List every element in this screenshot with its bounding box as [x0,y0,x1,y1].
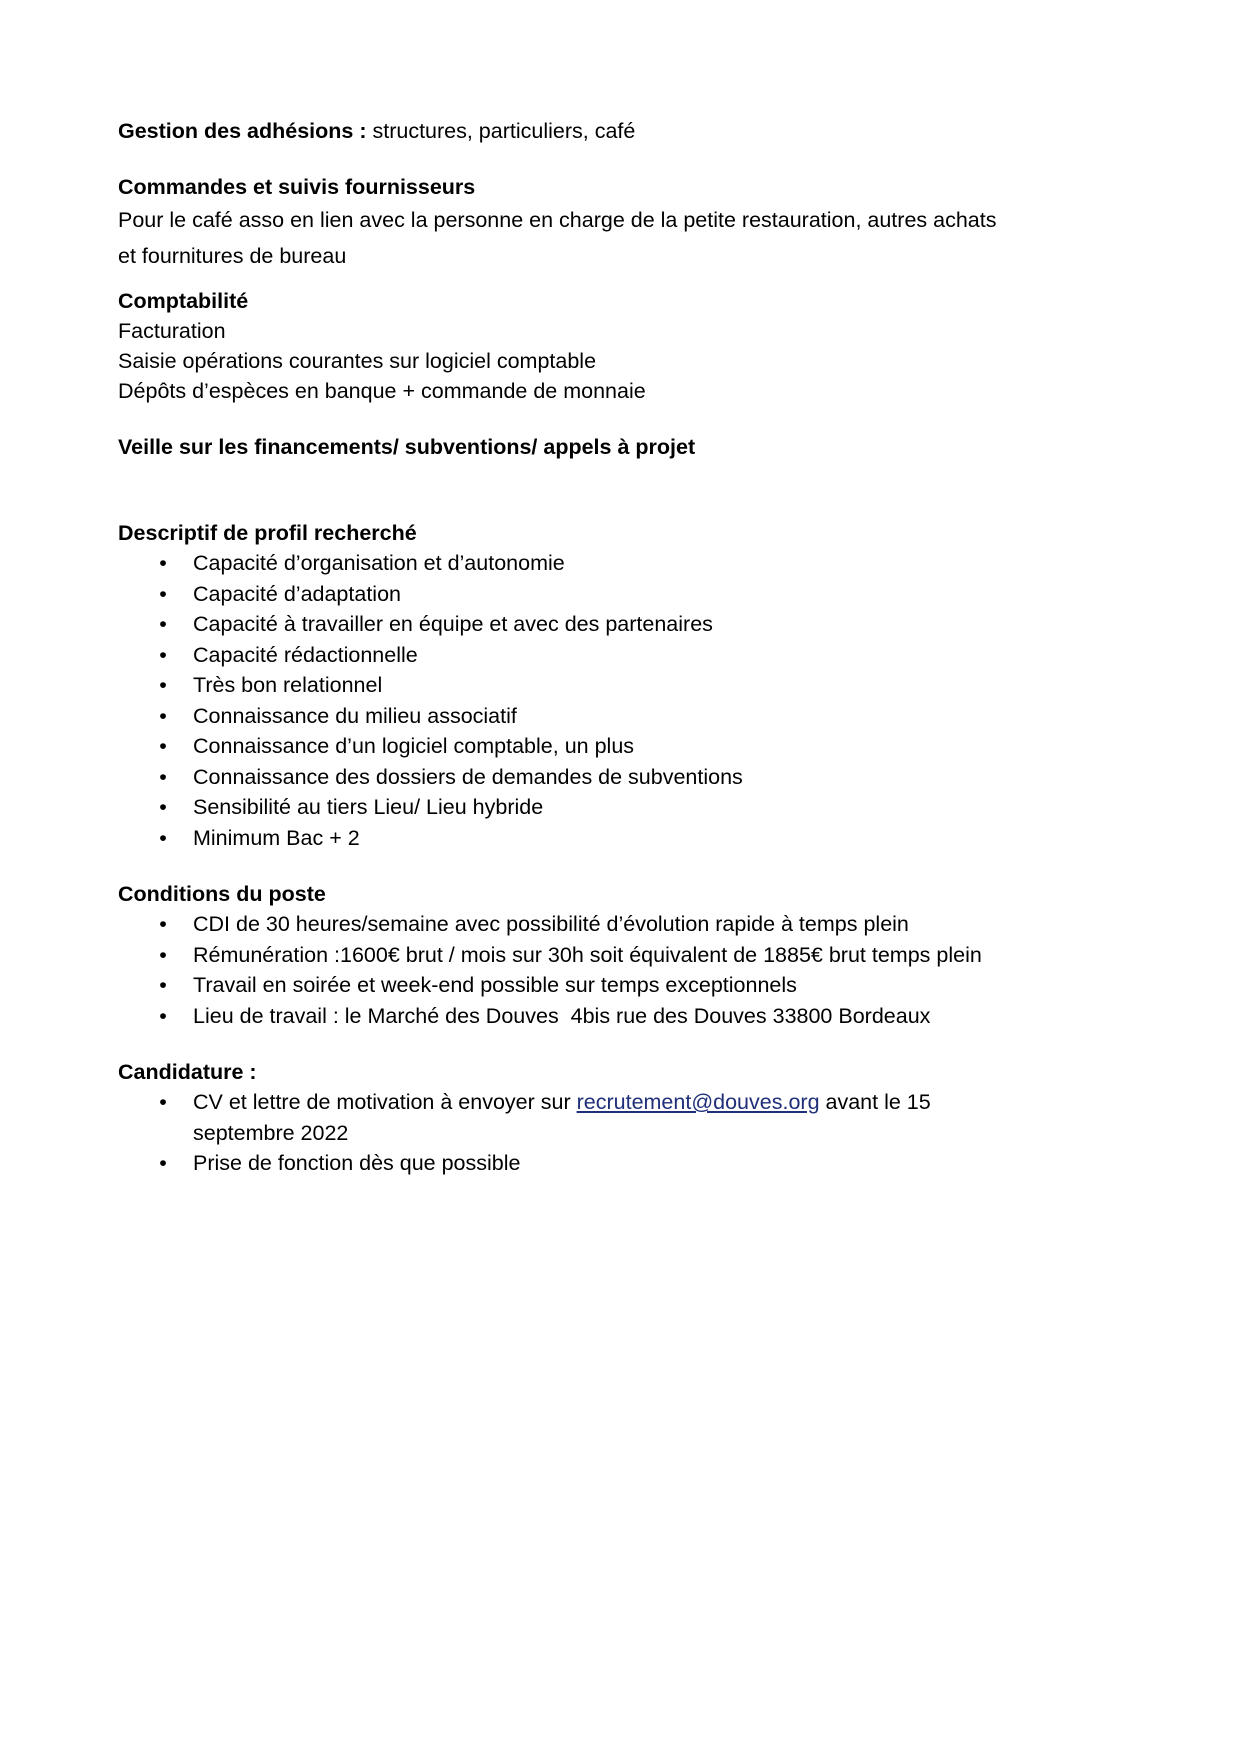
candidature-heading [118,1057,1118,1087]
list-item-text: CV et lettre de motivation à envoyer sur [193,1090,577,1114]
adhesions-line [118,116,1118,146]
commandes-text: Pour le café asso en lien avec la personne en charge de la petite restauration, autres achats et fournitures de bureau [118,208,997,268]
list-item [118,1087,1033,1148]
email-link[interactable]: recrutement@douves.org [576,1090,820,1114]
profil-heading-text: Descriptif de profil recherché [118,521,417,545]
bullet-icon: • [159,1090,167,1114]
profil-heading [118,518,1118,548]
list-item-text: Minimum Bac + 2 [193,825,360,850]
list-item-text: CDI de 30 heures/semaine avec possibilité d’évolution rapide à temps plein [193,912,909,936]
bullet-icon: • [159,825,167,850]
comptabilite-line: Dépôts d’espèces en banque + commande de monnaie [118,379,646,403]
adhesions-text: structures, particuliers, café [366,119,636,143]
list-item [118,548,1118,579]
list-item [118,701,1118,732]
veille-heading [118,432,1118,462]
bullet-icon: • [159,734,167,758]
list-item-text: Très bon relationnel [193,673,383,697]
list-item-text: Capacité d’organisation et d’autonomie [193,551,565,575]
list-item [118,731,1118,762]
list-item [118,640,1118,671]
list-item-text: Connaissance des dossiers de demandes de subventions [193,764,743,789]
list-item-text: Prise de fonction dès que possible [193,1151,521,1175]
comptabilite-line: Facturation [118,319,226,343]
list-item-text: avant le 15 septembre 2022 [193,1090,931,1145]
document-page [118,116,1118,1179]
list-item-text: Rémunération :1600€ brut / mois sur 30h soit équivalent de 1885€ brut temps plein [193,942,982,967]
comptabilite-section [118,286,1118,406]
list-item-text: Travail en soirée et week-end possible sur temps exceptionnels [193,973,797,997]
adhesions-heading: Gestion des adhésions : [118,119,367,143]
list-item [118,609,1118,640]
bullet-icon: • [159,795,167,819]
list-item-text: Lieu de travail : le Marché des Douves 4bis rue des Douves 33800 Bordeaux [193,1003,931,1028]
comptabilite-line: Saisie opérations courantes sur logiciel comptable [118,349,597,373]
profil-section [118,518,1118,853]
profil-list [118,548,1118,853]
list-item [118,1001,1118,1032]
bullet-icon: • [159,942,167,967]
list-item [118,909,1118,940]
list-item [118,670,1118,701]
bullet-icon: • [159,1003,167,1028]
bullet-icon: • [159,551,167,575]
list-item [118,1148,1118,1179]
conditions-heading-text: Conditions du poste [118,882,326,906]
bullet-icon: • [159,764,167,789]
list-item-text: Capacité rédactionnelle [193,642,418,667]
bullet-icon: • [159,673,167,697]
comptabilite-heading-text: Comptabilité [118,289,249,313]
bullet-icon: • [159,973,167,997]
bullet-icon: • [159,581,167,606]
bullet-icon: • [159,703,167,728]
list-item [118,970,1118,1001]
list-item [118,792,1118,823]
veille-heading-text: Veille sur les financements/ subventions/ appels à projet [118,435,696,459]
list-item-text: Capacité à travailler en équipe et avec des partenaires [193,612,713,636]
conditions-list [118,909,1118,1031]
adhesions-section [118,116,1118,146]
veille-section [118,432,1118,462]
bullet-icon: • [159,612,167,636]
candidature-section [118,1057,1118,1179]
commandes-heading-text: Commandes et suivis fournisseurs [118,175,476,199]
bullet-icon: • [159,1151,167,1175]
list-item [118,579,1118,610]
commandes-section [118,172,1118,274]
conditions-section [118,879,1118,1031]
candidature-list [118,1087,1118,1179]
bullet-icon: • [159,642,167,667]
list-item-text: Capacité d’adaptation [193,581,401,606]
list-item-text: Connaissance du milieu associatif [193,703,517,728]
list-item [118,940,1118,971]
list-item [118,823,1118,854]
list-item [118,762,1118,793]
list-item-text: Sensibilité au tiers Lieu/ Lieu hybride [193,795,544,819]
comptabilite-heading [118,286,1118,316]
candidature-heading-text: Candidature : [118,1060,257,1084]
conditions-heading [118,879,1118,909]
bullet-icon: • [159,912,167,936]
list-item-text: Connaissance d’un logiciel comptable, un plus [193,734,635,758]
commandes-heading [118,172,1118,202]
